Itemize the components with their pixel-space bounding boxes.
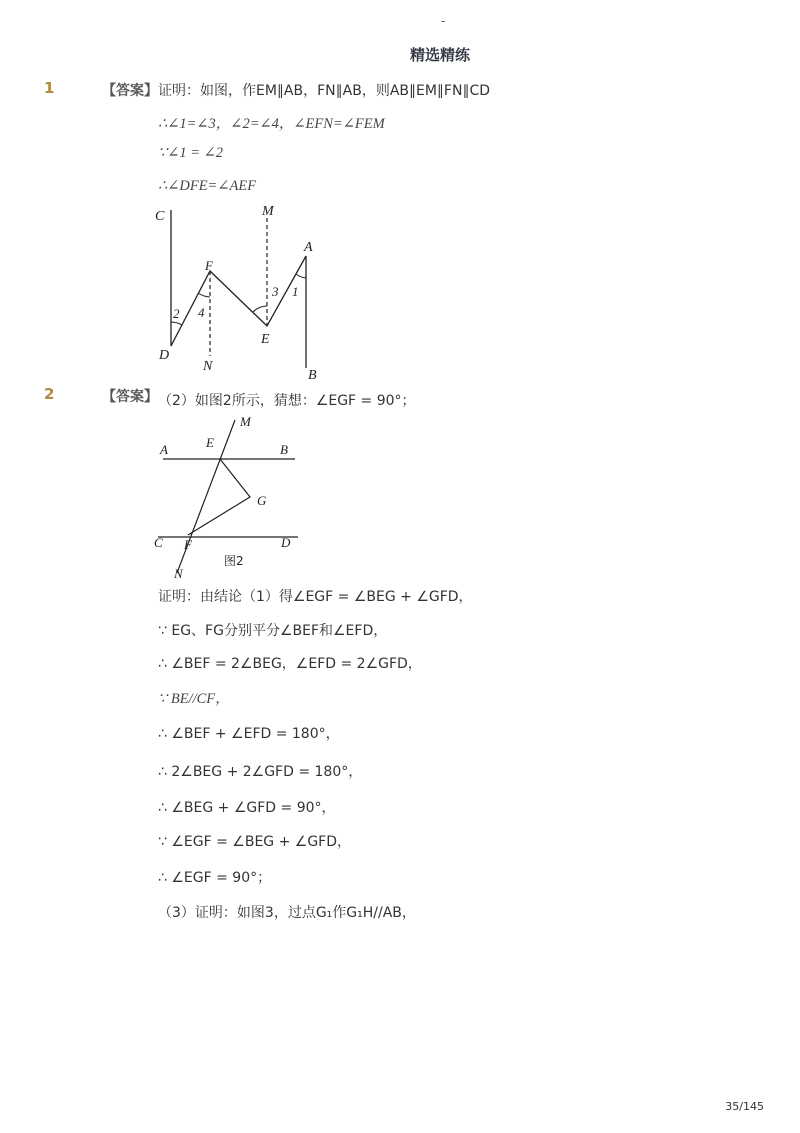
q2-proof-line-8: ∵ ∠EGF = ∠BEG + ∠GFD， xyxy=(158,834,351,850)
q2-proof-line-6: ∴ 2∠BEG + 2∠GFD = 180°， xyxy=(158,764,363,780)
q1-proof-line-4: ∴∠DFE=∠AEF xyxy=(158,178,257,194)
zigzag-d-f-e-a xyxy=(171,256,306,346)
label-c: C xyxy=(155,209,165,224)
label-n: N xyxy=(203,359,213,374)
page-title: 精选精练 xyxy=(409,46,470,64)
label-angle-1: 1 xyxy=(292,284,299,299)
q2-guess-line: （2）如图2所示，猜想：∠EGF = 90°； xyxy=(158,393,416,409)
label-angle-2: 2 xyxy=(173,306,180,321)
label-a: A xyxy=(160,442,168,457)
q2-proof-line-4: ∵ BE//CF， xyxy=(158,691,230,707)
label-f: F xyxy=(184,537,192,552)
label-e: E xyxy=(206,435,214,450)
label-n: N xyxy=(174,566,183,581)
figure-2-caption: 图2 xyxy=(224,554,244,568)
label-m: M xyxy=(240,414,251,429)
q1-proof-line-2: ∴∠1=∠3，∠2=∠4，∠EFN=∠FEM xyxy=(158,116,385,132)
label-f: F xyxy=(205,258,213,273)
label-d: D xyxy=(159,348,170,363)
q2-figure-2 xyxy=(150,410,310,585)
label-e: E xyxy=(261,332,270,347)
label-d: D xyxy=(281,535,291,550)
question-2-number: 2 xyxy=(44,385,55,403)
angle-4-arc xyxy=(198,293,210,297)
q2-proof-line-10: （3）证明：如图3，过点G₁作G₁H//AB， xyxy=(158,905,416,921)
q2-proof-line-7: ∴ ∠BEG + ∠GFD = 90°， xyxy=(158,800,336,816)
label-angle-4: 4 xyxy=(198,305,205,320)
label-c: C xyxy=(154,535,163,550)
q2-proof-line-9: ∴ ∠EGF = 90°； xyxy=(158,870,272,886)
page-number: 35/145 xyxy=(725,1100,764,1113)
header-dash: - xyxy=(441,14,446,28)
question-1-answer-tag: 【答案】 xyxy=(102,83,158,99)
q2-proof-line-5: ∴ ∠BEF + ∠EFD = 180°， xyxy=(158,726,340,742)
label-b: B xyxy=(308,368,317,383)
angle-1-arc xyxy=(296,274,306,278)
q2-proof-line-1: 证明：由结论（1）得∠EGF = ∠BEG + ∠GFD， xyxy=(158,589,473,605)
question-1-number: 1 xyxy=(44,79,55,97)
segments-e-g-f xyxy=(188,459,250,535)
label-angle-3: 3 xyxy=(272,284,279,299)
q1-figure xyxy=(150,198,330,383)
q1-proof-line-3: ∵∠1 = ∠2 xyxy=(158,145,224,161)
label-g: G xyxy=(257,493,267,508)
label-a: A xyxy=(304,240,313,255)
angle-3-arc xyxy=(253,306,267,312)
label-b: B xyxy=(280,442,288,457)
label-m: M xyxy=(262,204,274,219)
q1-proof-line-1: 证明：如图，作EM∥AB，FN∥AB，则AB∥EM∥FN∥CD xyxy=(158,83,491,99)
angle-2-arc xyxy=(171,322,182,325)
q2-proof-line-3: ∴ ∠BEF = 2∠BEG，∠EFD = 2∠GFD， xyxy=(158,656,422,672)
q2-proof-line-2: ∵ EG、FG分别平分∠BEF和∠EFD， xyxy=(158,623,388,639)
question-2-answer-tag: 【答案】 xyxy=(102,389,158,405)
